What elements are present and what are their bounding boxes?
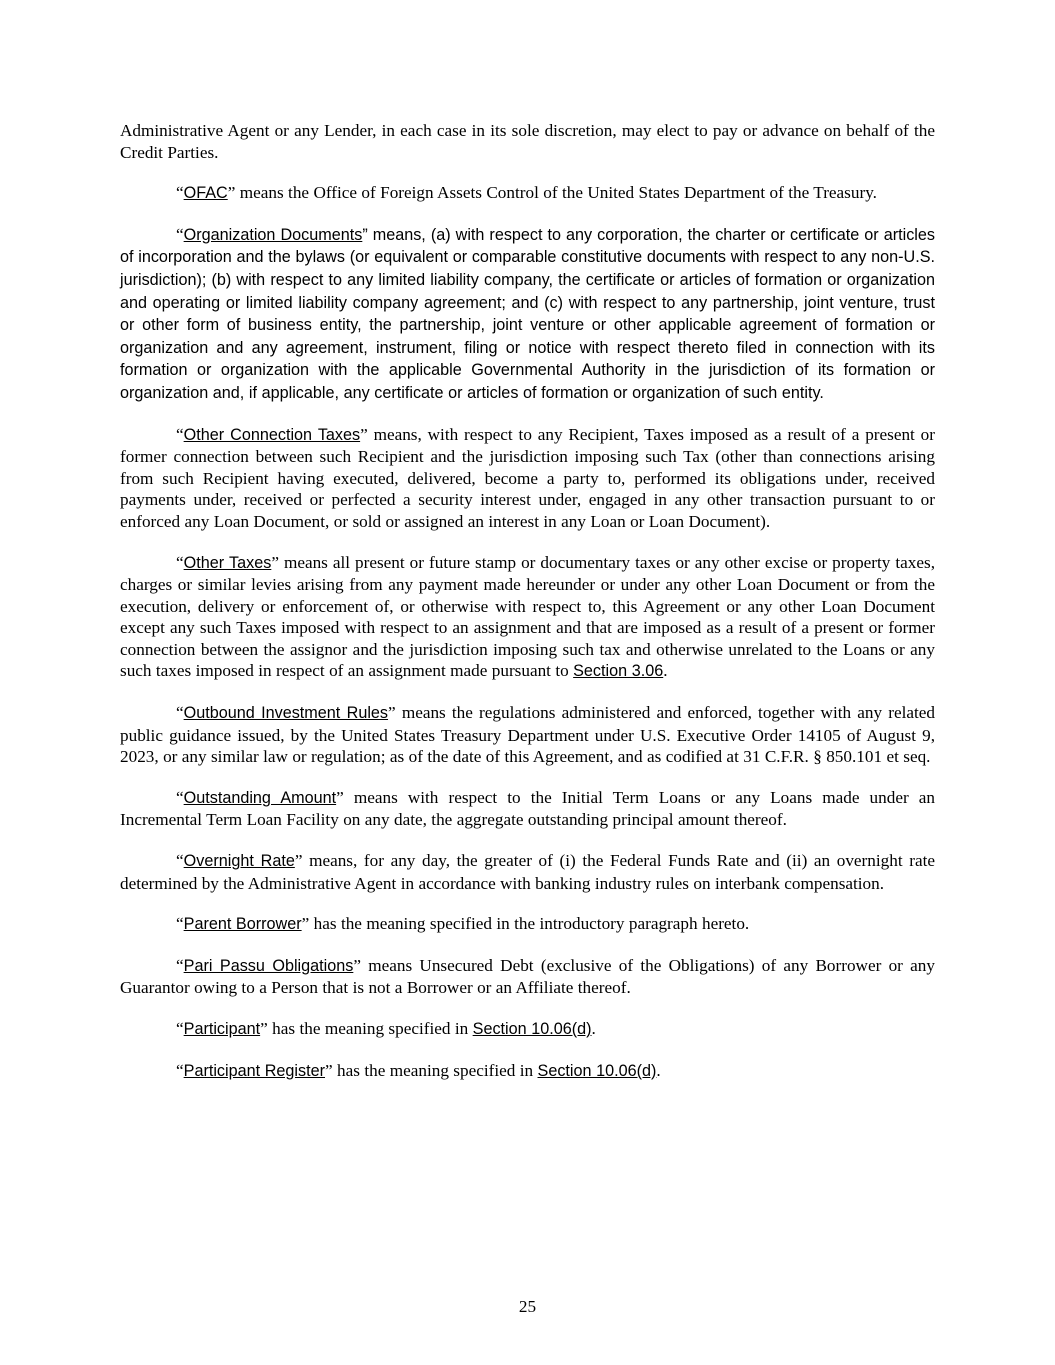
cross-reference-section-10-06-d[interactable]: Section 10.06(d) bbox=[537, 1061, 657, 1080]
paragraph-text: ” means, with respect to any Recipient, Taxes imposed as a result of a present or former connection between such Recipient and the jurisdiction imposing such Tax (other than connections arising from such Recipient having executed, delivered, become a party to, performed its obligations under, received payments under, received or perfected a security interest under, engaged in any other transaction pursuant to or enforced any Loan Document, or sold or assigned an interest in any Loan or Loan Document). bbox=[120, 424, 935, 531]
paragraph-text: ” means the Office of Foreign Assets Control of the United States Department of the Treasury. bbox=[227, 183, 877, 203]
paragraph-pari-passu-obligations bbox=[120, 955, 935, 999]
paragraph-organization-documents bbox=[120, 224, 935, 405]
quote-open: “ bbox=[176, 914, 184, 934]
paragraph-participant-register bbox=[120, 1060, 935, 1083]
paragraph-text: ” means with respect to the Initial Term Loans or any Loans made under an Incremental Term Loan Facility on any date, the aggregate outstanding principal amount thereof. bbox=[120, 787, 935, 830]
defined-term-outbound-investment-rules: Outbound Investment Rules bbox=[183, 704, 389, 723]
quote-open: “ bbox=[176, 1019, 184, 1038]
paragraph-outbound-investment-rules bbox=[120, 702, 935, 768]
defined-term-parent-borrower: Parent Borrower bbox=[183, 915, 302, 934]
quote-open: “ bbox=[176, 787, 184, 807]
cross-reference-section-10-06-d[interactable]: Section 10.06(d) bbox=[472, 1020, 592, 1038]
paragraph-parent-borrower bbox=[120, 913, 935, 936]
paragraph-text-after: . bbox=[591, 1019, 596, 1038]
quote-open: “ bbox=[176, 851, 184, 871]
paragraph-text: ” has the meaning specified in bbox=[325, 1060, 538, 1080]
paragraph-text: ” means all present or future stamp or documentary taxes or any other excise or property taxes, charges or similar levies arising from any payment made hereunder or under any other Loan Document or from the execution, delivery or enforcement of, or otherwise with respect to, this Agreement or any other Loan Document except any such Taxes imposed with respect to an assignment and that are imposed as a result of a present or former connection between the assignor and the jurisdiction imposing such tax and otherwise unrelated to the Loans or any such taxes imposed in respect of an assignment made pursuant to bbox=[120, 552, 936, 681]
quote-open: “ bbox=[176, 224, 184, 244]
paragraph-other-connection-taxes bbox=[120, 424, 935, 533]
defined-term-organization-documents: Organization Documents bbox=[183, 225, 363, 244]
quote-open: “ bbox=[176, 955, 184, 975]
paragraph-text-after: . bbox=[663, 661, 668, 681]
quote-open: “ bbox=[176, 1060, 184, 1080]
quote-open: “ bbox=[176, 552, 184, 572]
defined-term-other-connection-taxes: Other Connection Taxes bbox=[183, 425, 361, 444]
paragraph-text: ” means, for any day, the greater of (i) the Federal Funds Rate and (ii) an overnight rate determined by the Administrative Agent in accordance with banking industry rules on interbank compensation. bbox=[120, 851, 935, 893]
paragraph-overnight-rate bbox=[120, 850, 935, 894]
paragraph-text: ” means the regulations administered and enforced, together with any related public guidance issued, by the United States Treasury Department under U.S. Executive Order 14105 of August 9, 2023, or any similar law or regulation; as of the date of this Agreement, and as codified at 31 C.F.R. § 850.101 et seq. bbox=[120, 703, 935, 767]
paragraph-administrative-agent: Administrative Agent or any Lender, in each case in its sole discretion, may elect to pay or advance on behalf of the Credit Parties. bbox=[120, 121, 935, 162]
page-number: 25 bbox=[518, 1297, 537, 1316]
paragraph-text: ” means Unsecured Debt (exclusive of the Obligations) of any Borrower or any Guarantor owing to a Person that is not a Borrower or an Affiliate thereof. bbox=[120, 955, 935, 998]
paragraph-participant bbox=[120, 1018, 935, 1041]
defined-term-participant-register: Participant Register bbox=[183, 1061, 325, 1080]
defined-term-overnight-rate: Overnight Rate bbox=[183, 852, 295, 871]
paragraph-other-taxes bbox=[120, 552, 935, 684]
paragraph-text: ” has the meaning specified in the introductory paragraph hereto. bbox=[301, 914, 750, 934]
defined-term-participant: Participant bbox=[183, 1020, 261, 1038]
quote-open: “ bbox=[176, 183, 184, 203]
cross-reference-section-3-06[interactable]: Section 3.06 bbox=[573, 662, 664, 681]
quote-open: “ bbox=[176, 424, 184, 444]
quote-open: “ bbox=[176, 703, 184, 723]
paragraph-text-after: . bbox=[656, 1060, 661, 1080]
paragraph-outstanding-amount bbox=[120, 787, 935, 831]
defined-term-outstanding-amount: Outstanding Amount bbox=[183, 788, 337, 807]
paragraph-text: ” has the meaning specified in bbox=[260, 1019, 473, 1038]
paragraph-text: ” means, (a) with respect to any corporation, the charter or certificate or articles of incorporation and the bylaws (or equivalent or comparable constitutive documents with respect to any non-U.S. jurisdiction); (b) with respect to any limited liability company, the certificate or articles of formation or organization and operating or limited liability company agreement; and (c) with respect to any partnership, joint venture, trust or other form of business entity, the partnership, joint venture or other applicable agreement of formation or organization and any agreement, instrument, filing or notice with respect thereto filed in connection with its formation or organization with the applicable Governmental Authority in the jurisdiction of its formation or organization and, if applicable, any certificate or articles of formation or organization of such entity. bbox=[120, 225, 935, 402]
defined-term-ofac: OFAC bbox=[183, 184, 228, 203]
defined-term-pari-passu-obligations: Pari Passu Obligations bbox=[183, 956, 354, 975]
defined-term-other-taxes: Other Taxes bbox=[183, 553, 272, 572]
paragraph-ofac bbox=[120, 182, 935, 205]
